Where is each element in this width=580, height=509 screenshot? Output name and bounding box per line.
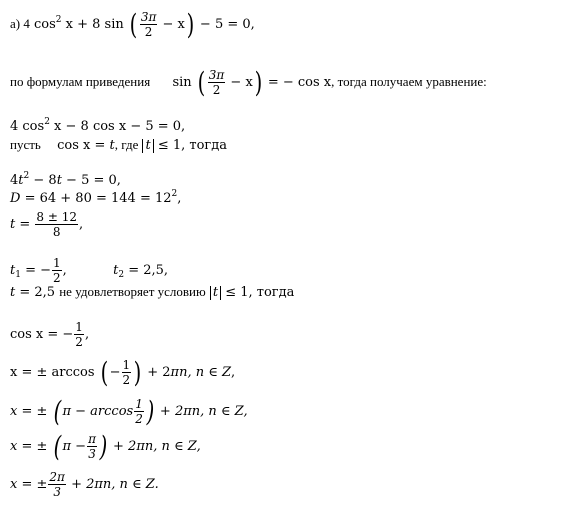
paren-right: ): [99, 429, 108, 463]
quadratic-line: [10, 172, 121, 190]
numerator: 2π: [49, 470, 65, 484]
solution-line-2: [10, 429, 201, 463]
expr: ≤ 1, тогда: [221, 285, 295, 300]
expr: ,: [62, 263, 67, 278]
fraction: [35, 210, 78, 239]
expr: − 8: [29, 173, 57, 188]
expr: ,: [84, 327, 90, 342]
fraction: [134, 397, 144, 426]
expr: − 5 = 0,: [61, 173, 121, 188]
variable: t: [56, 173, 62, 188]
discriminant-line: [10, 190, 181, 208]
power: 2: [23, 171, 30, 181]
denominator: 2: [53, 271, 61, 285]
expr: 4 cos: [10, 119, 45, 134]
abs-value: t: [142, 139, 153, 153]
arccos-line: [10, 355, 236, 389]
solution-line-1: [10, 394, 248, 428]
item-label: а) 4: [10, 16, 30, 31]
power: 2: [171, 189, 178, 199]
denominator: 3: [88, 447, 96, 461]
expr: π − arccos: [62, 404, 134, 419]
expr: + 2πn, n ∈ Z,: [155, 404, 248, 419]
equation-line-1: [10, 7, 255, 41]
expr: ,: [231, 365, 236, 380]
expr: 4: [10, 173, 19, 188]
expr: =: [15, 217, 35, 232]
expr: = 2,5: [15, 285, 56, 300]
expr: x + 8 sin: [61, 17, 124, 32]
paren-left: (: [53, 394, 61, 428]
variable: x: [10, 439, 18, 454]
denominator: 2: [135, 412, 143, 426]
expr: = ±: [17, 477, 48, 492]
fraction: [208, 68, 226, 97]
expr: ≤ 1, тогда: [153, 138, 227, 153]
variable: D: [10, 191, 21, 206]
expr: + 2πn, n ∈ Z,: [108, 439, 201, 454]
paren-left: (: [100, 355, 108, 389]
substitution-line: [10, 136, 227, 155]
numerator: 1: [75, 320, 83, 334]
variable: t: [10, 263, 16, 278]
expr: ,: [177, 191, 182, 206]
numerator: 3π: [140, 10, 157, 24]
abs-value: t: [210, 286, 221, 300]
paren-right: ): [186, 7, 195, 41]
expr: + 2: [143, 365, 171, 380]
numerator: 8 ± 12: [36, 210, 77, 224]
expr: = − cos x: [263, 75, 332, 90]
variable: x: [10, 404, 18, 419]
text: , где: [114, 137, 139, 152]
variable: t: [113, 263, 119, 278]
variable: x: [10, 477, 18, 492]
expr: x − 8 cos x − 5 = 0,: [49, 119, 186, 134]
variable: t: [10, 217, 16, 232]
condition-line: [10, 283, 294, 302]
expr: = 2,5,: [124, 263, 169, 278]
expr: ,: [79, 217, 84, 232]
paren-left: (: [197, 65, 206, 99]
expr: = 64 + 80 = 144 = 12: [20, 191, 172, 206]
expr: + 2πn, n ∈ Z.: [66, 477, 159, 492]
variable: t: [18, 173, 24, 188]
roots-line: [10, 256, 168, 285]
denominator: 3: [53, 485, 61, 499]
solution-line-final: [10, 470, 159, 499]
power: 2: [55, 15, 62, 25]
power: 2: [44, 117, 50, 127]
expr: = −: [20, 263, 52, 278]
numerator: π: [88, 432, 96, 446]
expr: = ±: [17, 439, 48, 454]
variable: t: [10, 285, 16, 300]
paren-left: (: [53, 429, 61, 463]
expr: − x: [158, 17, 185, 32]
paren-right: ): [146, 394, 155, 428]
expr: − x: [226, 75, 253, 90]
paren-left: (: [129, 7, 138, 41]
expr: x = ± arccos: [10, 365, 95, 380]
paren-right: ): [133, 355, 142, 389]
text: пусть: [10, 137, 41, 152]
fraction: [52, 256, 62, 285]
text: по формулам приведения: [10, 74, 151, 89]
denominator: 8: [52, 225, 61, 239]
equation-line-3: [10, 118, 185, 136]
expr: −: [109, 365, 121, 380]
text: , тогда получаем уравнение:: [331, 74, 487, 89]
fraction: [140, 10, 158, 39]
text: не удовлетворяет условию: [59, 284, 206, 299]
numerator: 3π: [208, 68, 225, 82]
sin-func: sin: [172, 75, 192, 90]
expr: πn, n ∈ Z: [170, 365, 232, 380]
expr: cos x = −: [10, 327, 74, 342]
fraction: [74, 320, 84, 349]
roots-formula-line: [10, 210, 83, 239]
reduction-line: [10, 65, 487, 99]
paren-right: ): [254, 65, 263, 99]
numerator: 1: [53, 256, 61, 270]
cos-func: cos: [34, 17, 56, 32]
denominator: 2: [75, 335, 83, 349]
denominator: 2: [212, 83, 221, 97]
expr: π −: [62, 439, 87, 454]
expr: − 5 = 0,: [195, 17, 255, 32]
cos-result-line: [10, 320, 89, 349]
denominator: 2: [122, 373, 131, 387]
numerator: 1: [122, 358, 131, 372]
subscript: 1: [15, 270, 21, 280]
fraction: [48, 470, 66, 499]
expr: = ±: [17, 404, 48, 419]
fraction: [122, 358, 132, 387]
expr: cos x =: [57, 138, 110, 153]
denominator: 2: [144, 25, 153, 39]
subscript: 2: [118, 270, 125, 280]
variable: t: [109, 138, 115, 153]
fraction: [87, 432, 97, 461]
numerator: 1: [135, 397, 143, 411]
